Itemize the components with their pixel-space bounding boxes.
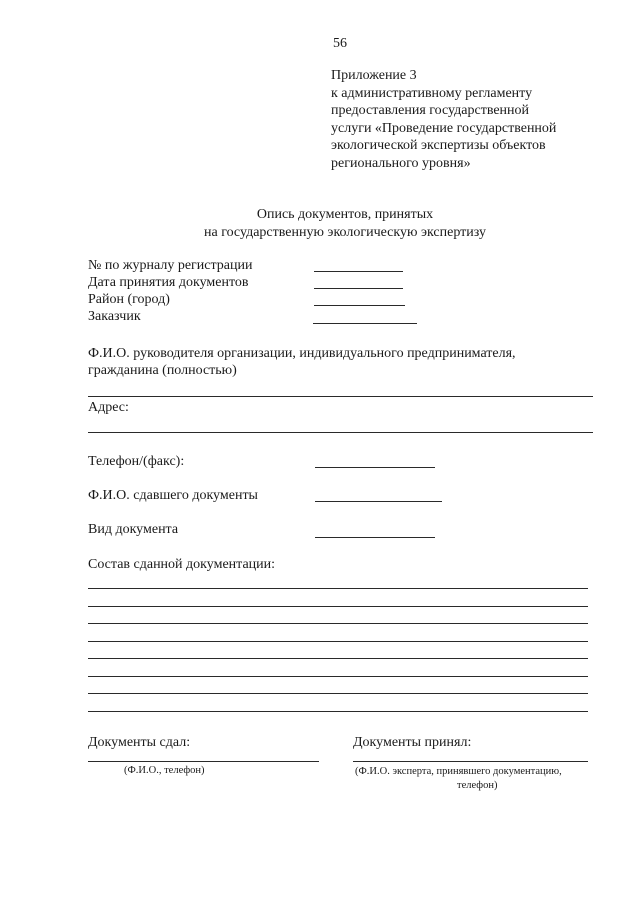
documentation-contents-label: Состав сданной документации: [88, 557, 276, 572]
customer-line[interactable] [313, 323, 417, 324]
journal-number-line[interactable] [314, 271, 403, 272]
acceptance-date-label: Дата принятия документов [88, 275, 249, 290]
head-name-label-line1: Ф.И.О. руководителя организации, индивидуального предпринимателя, [88, 346, 516, 361]
address-line[interactable] [88, 432, 593, 433]
appendix-line: экологической экспертизы объектов [331, 138, 546, 154]
document-type-line[interactable] [315, 537, 435, 538]
appendix-line: услуги «Проведение государственной [331, 120, 557, 136]
page-number: 56 [333, 36, 347, 51]
appendix-line: предоставления государственной [331, 103, 530, 119]
contents-line[interactable] [88, 693, 588, 694]
submitter-name-line[interactable] [315, 501, 442, 502]
appendix-line: Приложение 3 [331, 68, 417, 83]
acceptance-date-line[interactable] [314, 288, 403, 289]
head-name-line[interactable] [88, 396, 593, 397]
journal-number-label: № по журналу регистрации [88, 258, 253, 273]
contents-line[interactable] [88, 606, 588, 607]
document-title-line1: Опись документов, принятых [256, 207, 434, 222]
head-name-label-line2: гражданина (полностью) [88, 363, 237, 378]
accepted-by-line[interactable] [353, 761, 588, 762]
accepted-by-caption-line2: телефон) [457, 780, 498, 791]
accepted-by-label: Документы принял: [353, 735, 472, 750]
district-line[interactable] [314, 305, 405, 306]
contents-line[interactable] [88, 676, 588, 677]
document-type-label: Вид документа [88, 522, 179, 537]
document-title-line2: на государственную экологическую экспертизу [203, 225, 486, 240]
appendix-line: к административному регламенту [331, 85, 533, 101]
contents-line[interactable] [88, 641, 588, 642]
appendix-header [331, 67, 556, 173]
phone-line[interactable] [315, 467, 435, 468]
submitted-by-label: Документы сдал: [88, 735, 191, 750]
appendix-line: регионального уровня» [331, 155, 471, 171]
contents-line[interactable] [88, 711, 588, 712]
contents-line[interactable] [88, 658, 588, 659]
submitted-by-line[interactable] [88, 761, 319, 762]
district-label: Район (город) [88, 292, 170, 307]
contents-line[interactable] [88, 588, 588, 589]
contents-line[interactable] [88, 623, 588, 624]
customer-label: Заказчик [88, 309, 141, 324]
phone-label: Телефон/(факс): [88, 454, 185, 469]
address-label: Адрес: [88, 400, 129, 415]
submitter-name-label: Ф.И.О. сдавшего документы [88, 488, 258, 503]
accepted-by-caption-line1: (Ф.И.О. эксперта, принявшего документацию, [355, 766, 562, 777]
submitted-by-caption: (Ф.И.О., телефон) [124, 765, 205, 776]
